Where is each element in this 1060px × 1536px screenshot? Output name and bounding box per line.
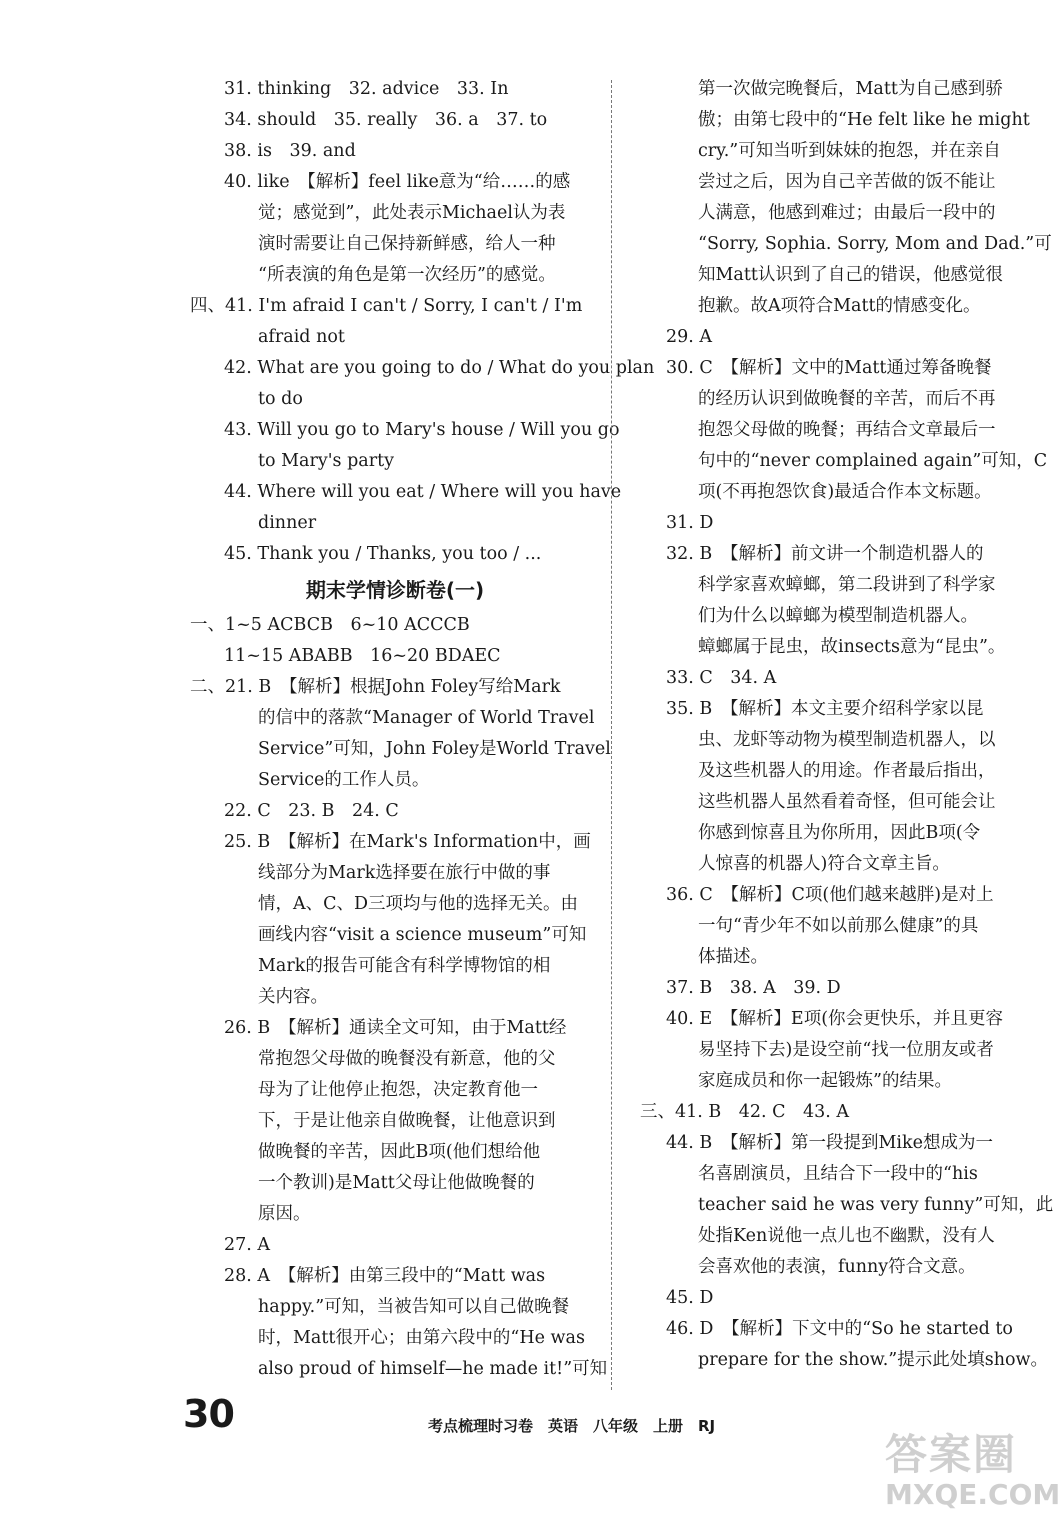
answer-line <box>190 703 600 734</box>
answer-text: 做晚餐的辛苦，因此B项(他们想给他 <box>258 1142 541 1162</box>
answer-text: 家庭成员和你一起锻炼”的结果。 <box>698 1071 952 1091</box>
section-title <box>190 570 600 610</box>
answer-text: 31. thinking 32. advice 33. In <box>224 79 509 99</box>
answer-text: 抱歉。故A项符合Matt的情感变化。 <box>698 296 981 316</box>
answer-line <box>190 1168 600 1199</box>
answer-text: 二、21. B 【解析】根据John Foley写给Mark <box>190 677 561 697</box>
answer-line <box>640 694 1035 725</box>
answer-line <box>640 353 1035 384</box>
answer-text: 29. A <box>666 327 713 347</box>
answer-text: 22. C 23. B 24. C <box>224 801 399 821</box>
answer-text: 四、41. I'm afraid I can't / Sorry, I can't / I'm <box>190 296 583 316</box>
answer-line <box>640 1221 1035 1252</box>
answer-text: 32. B 【解析】前文讲一个制造机器人的 <box>666 544 984 564</box>
answer-text: 人惊喜的机器人)符合文章主旨。 <box>698 854 950 874</box>
answer-text: to do <box>258 389 303 409</box>
answer-text: 25. B 【解析】在Mark's Information中，画 <box>224 832 591 852</box>
answer-text: teacher said he was very funny”可知，此 <box>698 1195 1054 1215</box>
answer-text: 傲；由第七段中的“He felt like he might <box>698 110 1030 130</box>
answer-line <box>190 1044 600 1075</box>
answer-text: 43. Will you go to Mary's house / Will you go <box>224 420 620 440</box>
answer-line <box>190 765 600 796</box>
page-number: 30 <box>183 1392 234 1436</box>
answer-line <box>640 911 1035 942</box>
answer-text: 的经历认识到做晚餐的辛苦，而后不再 <box>698 389 996 409</box>
answer-text: 40. like 【解析】feel like意为“给……的感 <box>224 172 571 192</box>
answer-text: 句中的“never complained again”可知，C <box>698 451 1048 471</box>
answer-line <box>640 632 1035 663</box>
answer-text: 时，Matt很开心；由第六段中的“He was <box>258 1328 585 1348</box>
answer-text: 30. C 【解析】文中的Matt通过筹备晚餐 <box>666 358 992 378</box>
answer-text: Mark的报告可能含有科学博物馆的相 <box>258 956 551 976</box>
answer-line <box>190 105 600 136</box>
answer-line <box>190 415 620 446</box>
answer-line <box>190 1354 608 1385</box>
answer-text: 虫、龙虾等动物为模型制造机器人，以 <box>698 730 996 750</box>
answer-line <box>640 973 1035 1004</box>
watermark-bottom-text: MXQE.COM <box>885 1478 1060 1511</box>
answer-line <box>640 260 1035 291</box>
answer-text: 们为什么以蟑螂为模型制造机器人。 <box>698 606 978 626</box>
answer-line <box>190 951 600 982</box>
answer-text: 蟑螂属于昆虫，故insects意为“昆虫”。 <box>698 637 1006 657</box>
answer-line <box>640 787 1035 818</box>
answer-text: 线部分为Mark选择要在旅行中做的事 <box>258 863 551 883</box>
answer-text: 知Matt认识到了自己的错误，他感觉很 <box>698 265 1003 285</box>
answer-text: happy.”可知，当被告知可以自己做晚餐 <box>258 1297 570 1317</box>
answer-line <box>640 756 1035 787</box>
answer-line <box>190 260 600 291</box>
answer-text: 这些机器人虽然看着奇怪，但可能会让 <box>698 792 996 812</box>
answer-text: 及这些机器人的用途。作者最后指出， <box>698 761 996 781</box>
column-divider <box>611 80 612 1390</box>
answer-line <box>190 1292 600 1323</box>
answer-line <box>190 796 600 827</box>
answer-line <box>640 136 1035 167</box>
answer-line <box>640 291 1035 322</box>
answer-line <box>190 1013 600 1044</box>
answer-text: 33. C 34. A <box>666 668 777 688</box>
answer-text: 第一次做完晚餐后，Matt为自己感到骄 <box>698 79 1003 99</box>
answer-line <box>190 74 600 105</box>
answer-line <box>190 384 600 415</box>
answer-line <box>640 601 1035 632</box>
answer-line <box>640 1314 1035 1345</box>
answer-text: 常抱怨父母做的晚餐没有新意，他的父 <box>258 1049 556 1069</box>
watermark-logo <box>885 1422 1060 1532</box>
answer-line <box>190 827 600 858</box>
answer-text: 名喜剧演员，且结合下一段中的“his <box>698 1164 978 1184</box>
answer-text: 画线内容“visit a science museum”可知 <box>258 925 587 945</box>
answer-text: 26. B 【解析】通读全文可知，由于Matt经 <box>224 1018 567 1038</box>
answer-line <box>640 942 1035 973</box>
answer-text: 45. Thank you / Thanks, you too / ... <box>224 544 542 564</box>
answer-text: 35. B 【解析】本文主要介绍科学家以昆 <box>666 699 984 719</box>
answer-text: 关内容。 <box>258 987 328 1007</box>
answer-line <box>640 818 1035 849</box>
right-column <box>640 74 1054 1376</box>
answer-text: afraid not <box>258 327 345 347</box>
answer-text: 44. Where will you eat / Where will you have <box>224 482 622 502</box>
answer-line <box>640 1097 1035 1128</box>
answer-text: 31. D <box>666 513 714 533</box>
answer-line <box>640 322 1035 353</box>
answer-text: 的信中的落款“Manager of World Travel <box>258 708 595 728</box>
answer-line <box>190 1261 600 1292</box>
answer-line <box>640 849 1035 880</box>
answer-text: 42. What are you going to do / What do you plan <box>224 358 655 378</box>
answer-line <box>190 1230 600 1261</box>
answer-line <box>640 229 1052 260</box>
answer-line <box>190 1137 600 1168</box>
answer-text: 38. is 39. and <box>224 141 356 161</box>
answer-line <box>640 1035 1035 1066</box>
answer-line <box>640 74 1035 105</box>
answer-line <box>640 1004 1035 1035</box>
answer-text: 11~15 ABABB 16~20 BDAEC <box>224 646 501 666</box>
answer-text: 情，A、C、D三项均与他的选择无关。由 <box>258 894 579 914</box>
answer-text: 演时需要让自己保持新鲜感，给人一种 <box>258 234 556 254</box>
answer-text: to Mary's party <box>258 451 395 471</box>
answer-line <box>190 198 600 229</box>
answer-text: Service”可知，John Foley是World Travel <box>258 739 611 759</box>
answer-text: 项(不再抱怨饮食)最适合作本文标题。 <box>698 482 992 502</box>
answer-text: “Sorry, Sophia. Sorry, Mom and Dad.”可 <box>698 234 1052 254</box>
watermark-top-text: 答案圈 <box>885 1430 1018 1479</box>
answer-text: 44. B 【解析】第一段提到Mike想成为一 <box>666 1133 993 1153</box>
answer-line <box>640 570 1035 601</box>
answer-line <box>190 1075 600 1106</box>
answer-text: 觉；感觉到”，此处表示Michael认为表 <box>258 203 566 223</box>
left-column <box>190 74 655 1385</box>
answer-text: 46. D 【解析】下文中的“So he started to <box>666 1319 1013 1339</box>
answer-line <box>640 415 1035 446</box>
answer-line <box>190 353 655 384</box>
footer-book-info: 考点梳理时习卷 英语 八年级 上册 RJ <box>428 1417 716 1435</box>
answer-line <box>640 1159 1035 1190</box>
answer-text: 36. C 【解析】C项(他们越来越胖)是对上 <box>666 885 994 905</box>
answer-line <box>640 105 1035 136</box>
answer-line <box>190 229 600 260</box>
answer-text: 一个教训)是Matt父母让他做晚餐的 <box>258 1173 535 1193</box>
answer-line <box>190 477 622 508</box>
answer-text: 37. B 38. A 39. D <box>666 978 841 998</box>
answer-line <box>640 446 1048 477</box>
answer-text: 一、1~5 ACBCB 6~10 ACCCB <box>190 615 470 635</box>
answer-line <box>640 1345 1048 1376</box>
answer-text: “所表演的角色是第一次经历”的感觉。 <box>258 265 556 285</box>
answer-text: 体描述。 <box>698 947 768 967</box>
answer-text: 会喜欢他的表演，funny符合文意。 <box>698 1257 976 1277</box>
answer-line <box>190 539 600 570</box>
answer-line <box>190 641 600 672</box>
answer-text: dinner <box>258 513 317 533</box>
answer-text: 你感到惊喜且为你所用，因此B项(令 <box>698 823 981 843</box>
answer-text: prepare for the show.”提示此处填show。 <box>698 1350 1048 1370</box>
answer-text: 三、41. B 42. C 43. A <box>640 1102 850 1122</box>
answer-line <box>640 725 1035 756</box>
answer-text: 45. D <box>666 1288 714 1308</box>
answer-line <box>190 1106 600 1137</box>
answer-text: 一句“青少年不如以前那么健康”的具 <box>698 916 979 936</box>
answer-line <box>640 167 1035 198</box>
answer-line <box>640 1066 1035 1097</box>
answer-line <box>190 508 600 539</box>
answer-text: 34. should 35. really 36. a 37. to <box>224 110 548 130</box>
answer-text: 原因。 <box>258 1204 311 1224</box>
answer-line <box>190 889 600 920</box>
answer-line <box>640 1252 1035 1283</box>
answer-text: 易坚持下去)是设空前“找一位朋友或者 <box>698 1040 994 1060</box>
answer-line <box>640 477 1035 508</box>
answer-line <box>190 734 611 765</box>
answer-line <box>640 198 1035 229</box>
answer-line <box>190 610 600 641</box>
answer-text: Service的工作人员。 <box>258 770 430 790</box>
answer-text: 下，于是让他亲自做晚餐，让他意识到 <box>258 1111 556 1131</box>
answer-line <box>640 1128 1035 1159</box>
answer-text: 科学家喜欢蟑螂，第二段讲到了科学家 <box>698 575 996 595</box>
answer-line <box>640 384 1035 415</box>
answer-text: 27. A <box>224 1235 271 1255</box>
answer-line <box>640 880 1035 911</box>
answer-line <box>190 982 600 1013</box>
answer-line <box>190 858 600 889</box>
answer-line <box>640 663 1035 694</box>
answer-text: also proud of himself—he made it!”可知 <box>258 1359 608 1379</box>
answer-line <box>190 446 600 477</box>
answer-line <box>190 672 600 703</box>
answer-line <box>640 1283 1035 1314</box>
answer-line <box>190 322 600 353</box>
answer-text: 人满意，他感到难过；由最后一段中的 <box>698 203 996 223</box>
answer-text: cry.”可知当听到妹妹的抱怨，并在亲自 <box>698 141 1001 161</box>
answer-line <box>640 508 1035 539</box>
answer-line <box>640 1190 1054 1221</box>
answer-line <box>190 1199 600 1230</box>
answer-text: 28. A 【解析】由第三段中的“Matt was <box>224 1266 546 1286</box>
answer-text: 40. E 【解析】E项(你会更快乐，并且更容 <box>666 1009 1004 1029</box>
answer-text: 母为了让他停止抱怨，决定教育他一 <box>258 1080 538 1100</box>
answer-line <box>190 167 600 198</box>
answer-line <box>190 1323 600 1354</box>
answer-line <box>190 291 600 322</box>
answer-line <box>190 136 600 167</box>
answer-text: 尝过之后，因为自己辛苦做的饭不能让 <box>698 172 996 192</box>
answer-text: 抱怨父母做的晚餐；再结合文章最后一 <box>698 420 996 440</box>
answer-line <box>640 539 1035 570</box>
answer-text: 期末学情诊断卷(一) <box>305 578 485 602</box>
answer-text: 处指Ken说他一点儿也不幽默，没有人 <box>698 1226 995 1246</box>
answer-line <box>190 920 600 951</box>
